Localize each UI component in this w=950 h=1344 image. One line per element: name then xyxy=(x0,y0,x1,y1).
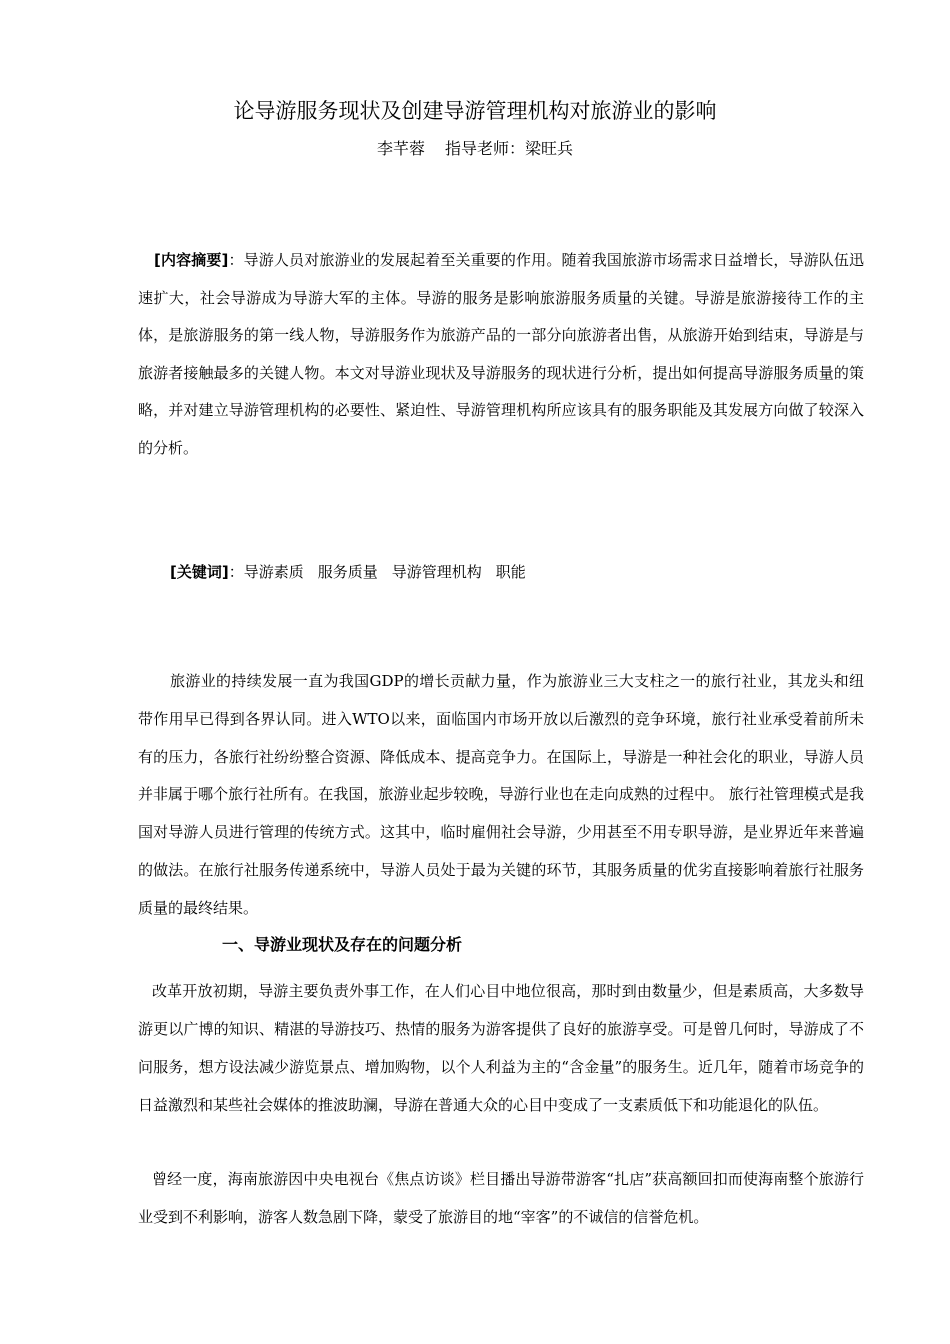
keyword-item: 导游管理机构 xyxy=(391,563,482,581)
keyword-item: 导游素质 xyxy=(243,563,304,581)
keywords-line xyxy=(138,554,864,592)
advisor-name: 指导老师：梁旺兵 xyxy=(445,139,574,158)
keyword-item: 服务质量 xyxy=(317,563,378,581)
body-paragraph: 改革开放初期，导游主要负责外事工作，在人们心目中地位很高，那时到由数量少，但是素质高，大多数导游更以广博的知识、精湛的导游技巧、热情的服务为游客提供了良好的旅游享受。可是曾几何时，导游成了不问服务，想方设法减少游览景点、增加购物，以个人利益为主的“含金量”的服务生。近几年，随着市场竞争的日益激烈和某些社会媒体的推波助澜，导游在普通大众的心目中变成了一支素质低下和功能退化的队伍。 xyxy=(138,982,864,1114)
keywords-separator: ： xyxy=(228,563,244,581)
intro-paragraph: 旅游业的持续发展一直为我国GDP的增长贡献力量，作为旅游业三大支柱之一的旅行社业，其龙头和纽带作用早已得到各界认同。进入WTO以来，面临国内市场开放以后激烈的竞争环境，旅行社业承受着前所未有的压力，各旅行社纷纷整合资源、降低成本、提高竞争力。在国际上，导游是一种社会化的职业，导游人员并非属于哪个旅行社所有。在我国，旅游业起步较晚，导游行业也在走向成熟的过程中。 旅行社管理模式是我国对导游人员进行管理的传统方式。这其中，临时雇佣社会导游，少用甚至不用专职导游，是业界近年来普遍的做法。在旅行社服务传递系统中，导游人员处于最为关键的环节，其服务质量的优劣直接影响着旅行社服务质量的最终结果。 xyxy=(138,672,864,917)
keywords-label: [关键词] xyxy=(170,563,229,581)
author-line xyxy=(0,136,950,162)
section-heading: 一、导游业现状及存在的问题分析 xyxy=(222,935,463,954)
abstract-label: [内容摘要] xyxy=(154,251,229,269)
body-paragraph: 曾经一度，海南旅游因中央电视台《焦点访谈》栏目播出导游带游客“扎店”获高额回扣而使海南整个旅游行业受到不利影响，游客人数急剧下降，蒙受了旅游目的地“宰客”的不诚信的信誉危机。 xyxy=(138,1170,864,1226)
paper-title: 论导游服务现状及创建导游管理机构对旅游业的影响 xyxy=(233,99,717,123)
abstract-text: ：导游人员对旅游业的发展起着至关重要的作用。随着我国旅游市场需求日益增长，导游队伍迅速扩大，社会导游成为导游大军的主体。导游的服务是影响旅游服务质量的关键。导游是旅游接待工作的主体，是旅游服务的第一线人物，导游服务作为旅游产品的一部分向旅游者出售，从旅游开始到结束，导游是与旅游者接触最多的关键人物。本文对导游业现状及导游服务的现状进行分析，提出如何提高导游服务质量的策略，并对建立导游管理机构的必要性、紧迫性、导游管理机构所应该具有的服务职能及其发展方向做了较深入的分析。 xyxy=(138,251,864,457)
keyword-item: 职能 xyxy=(495,563,526,581)
author-name: 李芊蓉 xyxy=(376,139,425,158)
abstract-paragraph xyxy=(138,242,864,468)
